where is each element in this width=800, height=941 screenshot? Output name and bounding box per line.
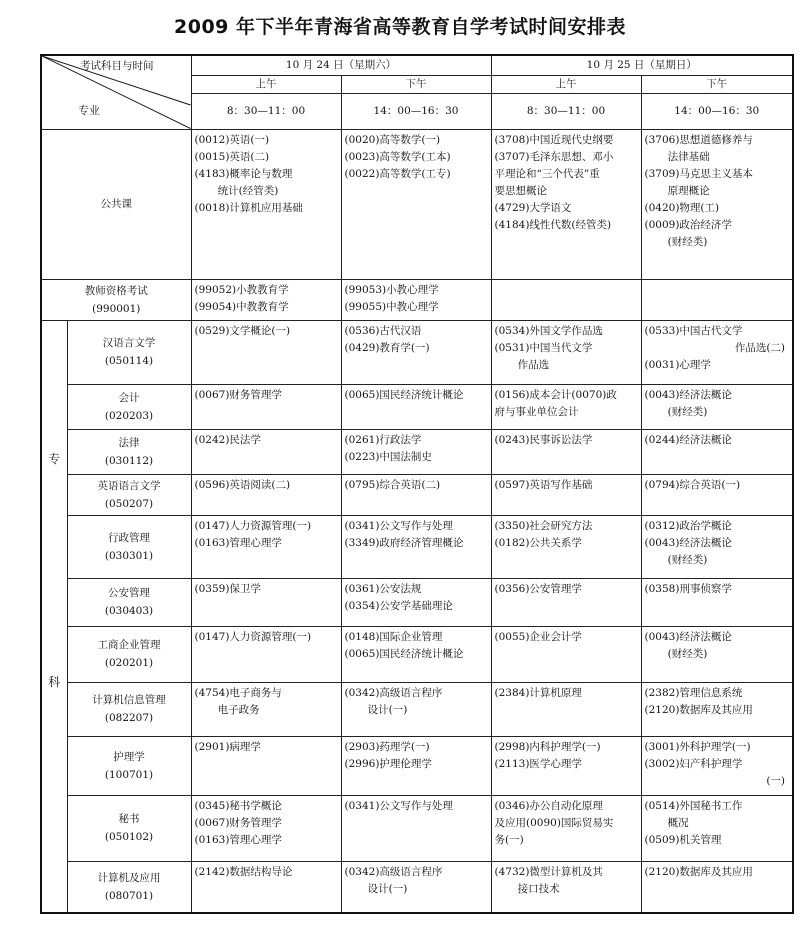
exam-subject: (3708)中国近现代史纲要 — [494, 133, 614, 146]
exam-cell — [641, 515, 793, 578]
specialty-label-bottom: 科 — [48, 674, 61, 689]
exam-cell — [491, 578, 641, 626]
exam-cell — [341, 474, 491, 515]
exam-subject: (0147)人力资源管理(一) — [194, 519, 312, 532]
exam-subject: (财经类) — [667, 553, 708, 566]
exam-subject: (0065)国民经济统计概论 — [344, 388, 464, 401]
exam-cell — [341, 578, 491, 626]
exam-cell — [191, 682, 341, 736]
exam-subject: (2113)医学心理学 — [494, 757, 582, 770]
period-header: 下午 — [341, 75, 491, 93]
major-name: 法律 — [118, 436, 140, 449]
exam-cell — [341, 795, 491, 861]
major-name: 汉语言文学 — [102, 337, 156, 349]
major-name: 计算机及应用 — [97, 871, 161, 884]
exam-subject: (0015)英语(二) — [194, 150, 270, 163]
major-code: (100701) — [104, 768, 154, 781]
exam-subject: (0065)国民经济统计概论 — [344, 647, 464, 660]
major-label-cell — [67, 626, 191, 682]
exam-cell — [641, 626, 793, 682]
major-name: 护理学 — [113, 750, 145, 763]
major-label-cell — [67, 515, 191, 578]
major-label-cell — [67, 795, 191, 861]
major-label-cell — [67, 429, 191, 474]
exam-subject: (0342)高级语言程序 — [344, 865, 443, 878]
exam-cell — [491, 682, 641, 736]
time-header: 8：30—11：00 — [191, 93, 341, 129]
exam-cell — [491, 279, 641, 320]
exam-subject: (0341)公文写作与处理 — [344, 519, 453, 532]
exam-subject: (0312)政治学概论 — [644, 519, 732, 532]
major-name: 计算机信息管理 — [92, 694, 166, 706]
exam-subject: (0022)高等数学(工专) — [344, 167, 451, 180]
teacher-exam-label — [41, 279, 191, 320]
exam-subject: (0020)高等数学(一) — [344, 133, 441, 146]
exam-subject: (0147)人力资源管理(一) — [194, 630, 312, 643]
exam-subject: (2142)数据结构导论 — [194, 865, 293, 878]
exam-subject: (0023)高等数学(工本) — [344, 150, 451, 163]
exam-cell — [191, 320, 341, 384]
exam-subject: (0043)经济法概论 — [644, 388, 732, 401]
exam-cell — [341, 682, 491, 736]
period-header: 上午 — [491, 75, 641, 93]
exam-subject: 平理论和“三个代表”重 — [494, 167, 600, 180]
exam-subject: 作品选 — [517, 358, 550, 371]
page-title: 2009 年下半年青海省高等教育自学考试时间安排表 — [174, 16, 626, 38]
exam-subject: (0533)中国古代文学 — [644, 324, 743, 337]
exam-subject: (0148)国际企业管理 — [344, 630, 443, 643]
major-code: (020201) — [104, 657, 154, 669]
exam-subject: (一) — [766, 774, 786, 787]
exam-subject: (0223)中国法制史 — [344, 450, 432, 463]
exam-subject: (0536)古代汉语 — [344, 324, 422, 337]
exam-subject: 及应用(0090)国际贸易实 — [494, 816, 614, 829]
exam-subject: 法律基础 — [667, 150, 710, 163]
exam-subject: (0031)心理学 — [644, 358, 711, 371]
time-header: 14：00—16：30 — [641, 93, 793, 129]
exam-cell — [641, 320, 793, 384]
exam-cell — [191, 795, 341, 861]
exam-subject: (0012)英语(一) — [194, 133, 270, 146]
exam-subject: (0018)计算机应用基础 — [194, 201, 303, 214]
exam-subject: 务(一) — [494, 833, 524, 846]
exam-subject: (2120)数据库及其应用 — [644, 703, 753, 716]
exam-cell — [191, 861, 341, 913]
exam-subject: 概况 — [667, 816, 689, 829]
exam-subject: (2903)药理学(一) — [344, 740, 430, 753]
exam-subject: 原理概论 — [667, 184, 710, 197]
major-name: 会计 — [118, 391, 140, 404]
exam-subject: (4729)大学语文 — [494, 201, 572, 214]
major-code: (030301) — [104, 549, 154, 562]
exam-subject: (0163)管理心理学 — [194, 536, 282, 549]
specialty-label-top: 专 — [48, 451, 61, 466]
exam-subject: (0514)外国秘书工作 — [644, 799, 743, 812]
exam-subject: (2901)病理学 — [194, 740, 261, 753]
major-label-cell — [67, 861, 191, 913]
exam-cell — [341, 736, 491, 795]
major-name: 秘书 — [118, 813, 140, 825]
exam-cell — [341, 129, 491, 279]
public-course-label: 公共课 — [41, 129, 191, 279]
exam-cell — [191, 129, 341, 279]
exam-subject: (0067)财务管理学 — [194, 388, 282, 401]
exam-subject: 接口技术 — [517, 882, 560, 895]
exam-subject: (4754)电子商务与 — [194, 686, 282, 699]
exam-subject: (3002)妇产科护理学 — [644, 757, 743, 770]
exam-cell — [341, 429, 491, 474]
exam-cell — [341, 515, 491, 578]
exam-subject: (99055)中教心理学 — [344, 300, 439, 313]
exam-subject: (0794)综合英语(一) — [644, 478, 741, 491]
major-label-cell — [67, 682, 191, 736]
day-header-oct24: 10 月 24 日（星期六） — [191, 55, 491, 75]
exam-subject: (0356)公安管理学 — [494, 582, 582, 595]
major-code: (990001) — [92, 302, 141, 315]
exam-subject: (2384)计算机原理 — [494, 686, 582, 699]
major-code: (050207) — [104, 497, 154, 510]
exam-cell — [491, 129, 641, 279]
corner-major-label: 专业 — [78, 104, 100, 117]
major-code: (050114) — [104, 355, 154, 367]
exam-subject: (2996)护理伦理学 — [344, 757, 432, 770]
exam-subject: (4732)微型计算机及其 — [494, 865, 603, 878]
exam-cell — [641, 795, 793, 861]
major-name: 教师资格考试 — [84, 284, 148, 297]
header-corner-cell — [41, 55, 191, 129]
exam-cell — [491, 384, 641, 429]
time-header: 14：00—16：30 — [341, 93, 491, 129]
major-code: (030403) — [104, 605, 154, 617]
exam-cell — [491, 861, 641, 913]
exam-cell — [641, 429, 793, 474]
major-name: 公安管理 — [108, 587, 150, 599]
major-name: 英语语言文学 — [97, 479, 161, 492]
exam-subject: 作品选(二) — [734, 341, 786, 354]
exam-subject: (0182)公共关系学 — [494, 536, 582, 549]
exam-cell — [491, 474, 641, 515]
major-code: (020203) — [104, 409, 154, 422]
exam-subject: (0043)经济法概论 — [644, 630, 732, 643]
major-label-cell — [67, 384, 191, 429]
exam-subject: (0531)中国当代文学 — [494, 341, 593, 354]
exam-cell — [341, 384, 491, 429]
exam-subject: (财经类) — [667, 647, 708, 660]
period-header: 上午 — [191, 75, 341, 93]
exam-subject: (3707)毛泽东思想、邓小 — [494, 150, 614, 163]
exam-cell — [491, 429, 641, 474]
time-header: 8：30—11：00 — [491, 93, 641, 129]
schedule-table — [40, 54, 794, 914]
exam-subject: (0341)公文写作与处理 — [344, 799, 453, 812]
exam-cell — [491, 736, 641, 795]
exam-subject: (0043)经济法概论 — [644, 536, 732, 549]
day-header-oct25: 10 月 25 日（星期日） — [491, 55, 793, 75]
exam-subject: (0359)保卫学 — [194, 582, 261, 595]
exam-subject: (0342)高级语言程序 — [344, 686, 443, 699]
major-code: (082207) — [104, 712, 154, 724]
exam-cell — [491, 795, 641, 861]
exam-subject: (3709)马克思主义基本 — [644, 167, 753, 180]
exam-cell — [641, 736, 793, 795]
exam-subject: (0346)办公自动化原理 — [494, 799, 603, 812]
exam-cell — [491, 320, 641, 384]
exam-cell — [641, 279, 793, 320]
major-label-cell — [67, 736, 191, 795]
exam-subject: 设计(一) — [367, 703, 408, 716]
exam-subject: (0243)民事诉讼法学 — [494, 433, 593, 446]
exam-subject: (0795)综合英语(二) — [344, 478, 441, 491]
exam-cell — [491, 515, 641, 578]
exam-subject: (4183)概率论与数理 — [194, 167, 293, 180]
exam-cell — [191, 515, 341, 578]
corner-subject-time-label: 考试科目与时间 — [80, 60, 154, 72]
period-header: 下午 — [641, 75, 793, 93]
exam-cell — [191, 429, 341, 474]
specialty-label — [41, 320, 67, 913]
exam-subject: (0261)行政法学 — [344, 433, 422, 446]
exam-subject: (0358)刑事侦察学 — [644, 582, 732, 595]
exam-subject: (0242)民法学 — [194, 433, 261, 446]
exam-subject: (2120)数据库及其应用 — [644, 865, 753, 878]
exam-cell — [341, 279, 491, 320]
exam-subject: (3001)外科护理学(一) — [644, 740, 751, 753]
exam-subject: (0596)英语阅读(二) — [194, 478, 291, 491]
exam-subject: (0163)管理心理学 — [194, 833, 282, 846]
exam-subject: (3350)社会研究方法 — [494, 519, 593, 532]
exam-subject: (99053)小教心理学 — [344, 283, 439, 296]
exam-subject: (0420)物理(工) — [644, 201, 720, 214]
exam-subject: (财经类) — [667, 405, 708, 418]
exam-cell — [641, 861, 793, 913]
exam-subject: (0534)外国文学作品选 — [494, 324, 603, 337]
exam-subject: 电子政务 — [217, 703, 260, 716]
exam-subject: (财经类) — [667, 235, 708, 248]
exam-subject: (99052)小教教育学 — [194, 283, 289, 296]
exam-cell — [191, 736, 341, 795]
exam-cell — [641, 474, 793, 515]
exam-cell — [191, 279, 341, 320]
exam-subject: (0429)教育学(一) — [344, 341, 430, 354]
exam-subject: 统计(经管类) — [217, 184, 279, 197]
exam-subject: (2382)管理信息系统 — [644, 686, 743, 699]
exam-subject: (0345)秘书学概论 — [194, 799, 282, 812]
major-label-cell — [67, 474, 191, 515]
exam-subject: (0354)公安学基础理论 — [344, 599, 453, 612]
exam-cell — [641, 384, 793, 429]
exam-cell — [641, 682, 793, 736]
exam-subject: (0529)文学概论(一) — [194, 324, 291, 337]
exam-subject: (0067)财务管理学 — [194, 816, 282, 829]
exam-subject: 设计(一) — [367, 882, 408, 895]
exam-subject: (0361)公安法规 — [344, 582, 422, 595]
major-code: (030112) — [104, 454, 154, 467]
exam-subject: (0597)英语写作基础 — [494, 478, 593, 491]
major-name: 工商企业管理 — [97, 639, 161, 651]
exam-subject: (0244)经济法概论 — [644, 433, 732, 446]
exam-subject: 要思想概论 — [494, 184, 548, 197]
exam-cell — [341, 320, 491, 384]
exam-subject: (0156)成本会计(0070)政 — [494, 388, 617, 401]
major-label-cell — [67, 320, 191, 384]
exam-cell — [341, 861, 491, 913]
exam-subject: (99054)中教教育学 — [194, 300, 289, 313]
major-code: (080701) — [104, 889, 154, 902]
exam-cell — [191, 578, 341, 626]
exam-cell — [641, 129, 793, 279]
exam-cell — [491, 626, 641, 682]
major-code: (050102) — [104, 831, 154, 843]
major-label-cell — [67, 578, 191, 626]
exam-cell — [641, 578, 793, 626]
exam-subject: (3349)政府经济管理概论 — [344, 536, 464, 549]
major-name: 行政管理 — [108, 531, 150, 544]
exam-subject: (3706)思想道德修养与 — [644, 133, 753, 146]
exam-subject: 府与事业单位会计 — [494, 405, 579, 418]
exam-cell — [341, 626, 491, 682]
exam-subject: (0055)企业会计学 — [494, 630, 582, 643]
exam-subject: (2998)内科护理学(一) — [494, 740, 601, 753]
exam-subject: (4184)线性代数(经管类) — [494, 218, 612, 231]
exam-cell — [191, 626, 341, 682]
exam-subject: (0509)机关管理 — [644, 833, 722, 846]
exam-cell — [191, 474, 341, 515]
exam-cell — [191, 384, 341, 429]
exam-subject: (0009)政治经济学 — [644, 218, 732, 231]
